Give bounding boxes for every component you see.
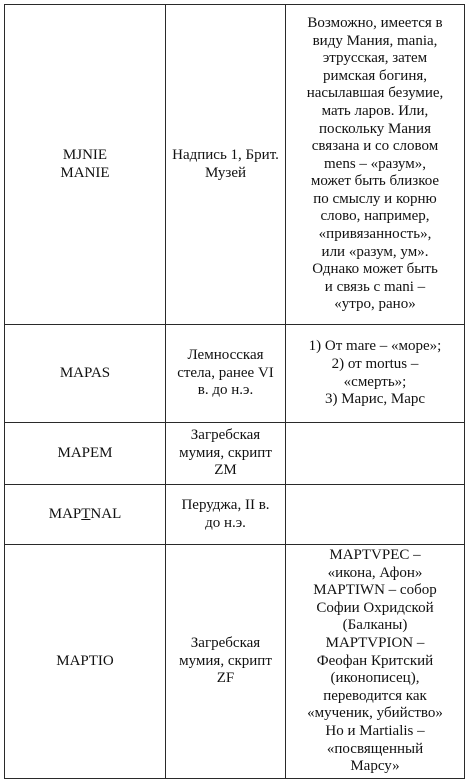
note-cell	[286, 423, 465, 485]
word-text: MAPEM	[57, 444, 113, 461]
note-cell	[286, 545, 465, 779]
note-text: 1) От mare – «море»;	[308, 338, 442, 355]
word-text: MAPTIO	[56, 652, 114, 669]
note-text: mens – «разум»,	[324, 155, 426, 172]
source-text: в. до н.э.	[197, 382, 254, 399]
note-text: «икона, Афон»	[327, 564, 423, 581]
source-cell	[166, 5, 286, 325]
note-text: (иконописец),	[330, 670, 420, 687]
note-text: и связь с mani –	[324, 278, 426, 295]
note-text: насылавшая безумие,	[306, 85, 444, 102]
note-text: связана и со словом	[311, 138, 439, 155]
source-text: ZM	[214, 462, 237, 479]
table-row	[5, 423, 465, 485]
note-text: Возможно, имеется в	[307, 14, 443, 31]
note-text: MAPTIWN – собор	[313, 582, 437, 599]
source-text: мумия, скрипт	[179, 444, 272, 461]
table-row	[5, 545, 465, 779]
note-text: «посвященный	[326, 740, 424, 757]
note-text: по смыслу и корню	[313, 190, 437, 207]
word-cell	[5, 545, 166, 779]
source-cell	[166, 423, 286, 485]
note-text: 2) от mortus –	[331, 355, 419, 372]
word-text: MANIE	[60, 164, 110, 181]
source-text: Надпись 1, Брит.	[172, 146, 279, 163]
source-text: Музей	[204, 164, 247, 181]
source-text: Перуджа, II в.	[181, 496, 270, 513]
note-text: «привязанность»,	[318, 226, 432, 243]
source-text: Лемносская	[187, 347, 264, 364]
note-text: поскольку Мания	[319, 120, 431, 137]
source-text: ZF	[216, 670, 235, 687]
table-row	[5, 325, 465, 423]
note-cell	[286, 325, 465, 423]
note-text: «смерть»;	[343, 373, 407, 390]
note-text: или «разум, ум».	[321, 243, 429, 260]
word-cell	[5, 485, 166, 545]
word-suffix: NAL	[90, 505, 122, 522]
note-text: 3) Марис, Марс	[324, 391, 426, 408]
word-underlined-letter: T	[81, 505, 91, 522]
note-text: «мученик, убийство»	[307, 705, 443, 722]
note-text: Софии Охридской	[316, 599, 434, 616]
note-text: этрусская, затем	[322, 50, 428, 67]
note-text: MAPTVPEC –	[329, 547, 421, 563]
note-cell	[286, 485, 465, 545]
note-text: переводится как	[323, 687, 427, 704]
table-row	[5, 485, 465, 545]
source-text: Загребская	[190, 634, 261, 651]
word-cell	[5, 423, 166, 485]
lexicon-table	[4, 4, 465, 779]
note-cell	[286, 5, 465, 325]
table-row	[5, 5, 465, 325]
source-text: Загребская	[190, 427, 261, 444]
word-cell	[5, 5, 166, 325]
note-text: слово, например,	[320, 208, 430, 225]
source-text: мумия, скрипт	[179, 652, 272, 669]
note-text: Но и Martialis –	[325, 722, 425, 739]
source-text: стела, ранее VI	[177, 364, 274, 381]
source-cell	[166, 485, 286, 545]
note-text: мать ларов. Или,	[321, 102, 429, 119]
note-text: может быть близкое	[310, 173, 440, 190]
source-cell	[166, 325, 286, 423]
note-text: Феофан Критский	[316, 652, 434, 669]
note-text: Марсу»	[350, 758, 400, 775]
note-text: MAPTVPION –	[325, 634, 425, 651]
note-text: виду Мания, mania,	[312, 32, 438, 49]
word-text: MJNIE	[62, 146, 108, 163]
note-text: (Балканы)	[342, 617, 408, 634]
word-cell	[5, 325, 166, 423]
note-text: «утро, рано»	[334, 296, 416, 313]
note-text: римская богиня,	[322, 67, 428, 84]
note-text: Однако может быть	[312, 261, 438, 278]
word-prefix: MAP	[48, 505, 82, 522]
source-cell	[166, 545, 286, 779]
word-text: MAPAS	[59, 364, 111, 381]
word-text	[9, 506, 161, 524]
source-text: до н.э.	[205, 514, 246, 531]
